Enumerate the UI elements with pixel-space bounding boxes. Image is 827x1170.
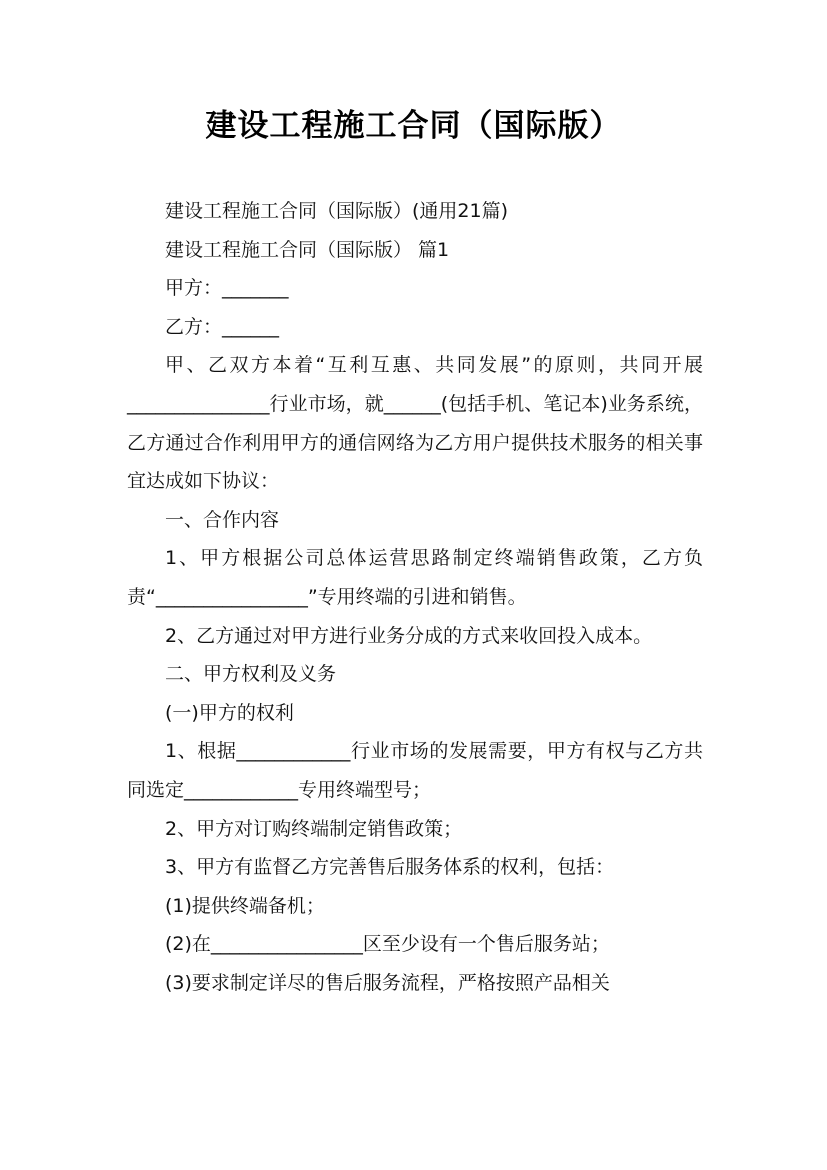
paragraph: 一、合作内容 xyxy=(165,508,280,531)
paragraph: 建设工程施工合同（国际版）(通用21篇) xyxy=(165,200,509,222)
paragraph: 甲、乙双方本着“互利互惠、共同发展”的原则，共同开展_______________行业市场，就______(包括手机、笔记本)业务系统，乙方通过合作利用甲方的通信网络为乙方用户提供技术服务的相关事宜达成如下协议： xyxy=(127,354,703,493)
paragraph: 二、甲方权利及义务 xyxy=(165,663,337,686)
paragraph: (一)甲方的权利 xyxy=(165,701,294,724)
paragraph: 1、甲方根据公司总体运营思路制定终端销售政策，乙方负责“________________”专用终端的引进和销售。 xyxy=(127,547,703,608)
paragraph: 3、甲方有监督乙方完善售后服务体系的权利，包括： xyxy=(165,856,615,879)
paragraph: 甲方：_______ xyxy=(165,277,289,300)
document-body xyxy=(127,192,703,1002)
paragraph: (1)提供终端备机； xyxy=(165,894,325,917)
paragraph: (2)在________________区至少设有一个售后服务站； xyxy=(165,933,610,956)
paragraph: 1、根据____________行业市场的发展需要，甲方有权与乙方共同选定____________专用终端型号； xyxy=(127,740,703,801)
paragraph: 乙方：______ xyxy=(165,315,280,338)
paragraph: (3)要求制定详尽的售后服务流程，严格按照产品相关 xyxy=(165,971,610,994)
paragraph: 2、甲方对订购终端制定销售政策； xyxy=(165,817,463,840)
paragraph: 建设工程施工合同（国际版） 篇1 xyxy=(165,238,450,261)
document-title: 建设工程施工合同（国际版） xyxy=(205,108,622,144)
paragraph: 2、乙方通过对甲方进行业务分成的方式来收回投入成本。 xyxy=(165,624,653,647)
